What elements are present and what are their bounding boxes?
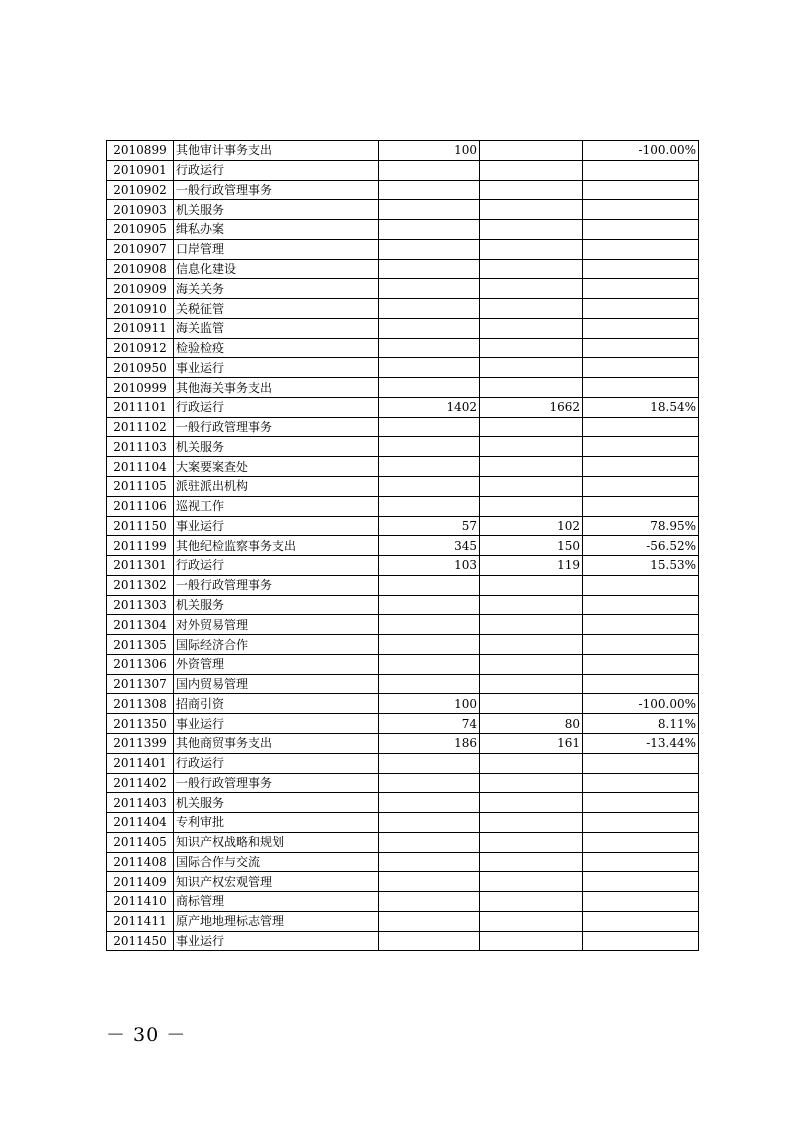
table-row (107, 338, 699, 358)
row-value2-cell (480, 358, 583, 378)
row-change-percent-cell: 15.53% (583, 556, 699, 576)
row-name-cell: 行政运行 (174, 397, 379, 417)
row-name-cell: 行政运行 (174, 160, 379, 180)
table-row (107, 200, 699, 220)
table-row (107, 141, 699, 161)
row-value1-cell (379, 318, 480, 338)
row-change-percent-cell (583, 318, 699, 338)
row-name-cell: 一般行政管理事务 (174, 417, 379, 437)
row-name-cell: 对外贸易管理 (174, 615, 379, 635)
table-row (107, 674, 699, 694)
row-name-cell: 一般行政管理事务 (174, 180, 379, 200)
row-value1-cell (379, 477, 480, 497)
row-value2-cell (480, 477, 583, 497)
row-code-cell: 2011199 (107, 536, 174, 556)
row-code-cell: 2010902 (107, 180, 174, 200)
row-name-cell: 关税征管 (174, 299, 379, 319)
row-code-cell: 2011301 (107, 556, 174, 576)
row-change-percent-cell (583, 773, 699, 793)
row-value2-cell (480, 813, 583, 833)
row-code-cell: 2010901 (107, 160, 174, 180)
row-code-cell: 2011405 (107, 832, 174, 852)
row-value1-cell: 100 (379, 694, 480, 714)
row-value2-cell (480, 220, 583, 240)
row-value2-cell (480, 141, 583, 161)
table-row (107, 496, 699, 516)
table-row (107, 832, 699, 852)
row-name-cell: 机关服务 (174, 793, 379, 813)
row-value1-cell (379, 753, 480, 773)
row-name-cell: 商标管理 (174, 892, 379, 912)
row-value2-cell (480, 635, 583, 655)
row-change-percent-cell (583, 279, 699, 299)
row-code-cell: 2010909 (107, 279, 174, 299)
row-value1-cell (379, 892, 480, 912)
table-row (107, 773, 699, 793)
row-value2-cell (480, 239, 583, 259)
row-code-cell: 2011401 (107, 753, 174, 773)
row-value2-cell (480, 911, 583, 931)
row-value1-cell (379, 635, 480, 655)
row-value1-cell (379, 674, 480, 694)
row-change-percent-cell (583, 358, 699, 378)
row-code-cell: 2010905 (107, 220, 174, 240)
row-code-cell: 2010907 (107, 239, 174, 259)
row-code-cell: 2011410 (107, 892, 174, 912)
table-row (107, 516, 699, 536)
row-value1-cell (379, 299, 480, 319)
row-change-percent-cell (583, 259, 699, 279)
row-value2-cell (480, 338, 583, 358)
row-name-cell: 国内贸易管理 (174, 674, 379, 694)
table-row (107, 753, 699, 773)
row-value1-cell: 345 (379, 536, 480, 556)
table-row (107, 180, 699, 200)
row-name-cell: 机关服务 (174, 200, 379, 220)
row-code-cell: 2011305 (107, 635, 174, 655)
row-code-cell: 2011411 (107, 911, 174, 931)
table-row (107, 279, 699, 299)
table-row (107, 654, 699, 674)
row-code-cell: 2011399 (107, 733, 174, 753)
row-value2-cell: 150 (480, 536, 583, 556)
row-value1-cell (379, 200, 480, 220)
row-value1-cell (379, 279, 480, 299)
row-code-cell: 2011102 (107, 417, 174, 437)
row-code-cell: 2010899 (107, 141, 174, 161)
row-code-cell: 2010903 (107, 200, 174, 220)
row-code-cell: 2011302 (107, 575, 174, 595)
row-value2-cell (480, 279, 583, 299)
row-value1-cell: 186 (379, 733, 480, 753)
row-change-percent-cell (583, 457, 699, 477)
row-value1-cell (379, 496, 480, 516)
row-code-cell: 2011106 (107, 496, 174, 516)
row-name-cell: 其他海关事务支出 (174, 378, 379, 398)
table-row (107, 477, 699, 497)
table-row (107, 437, 699, 457)
row-value1-cell (379, 457, 480, 477)
row-code-cell: 2010911 (107, 318, 174, 338)
table-row (107, 733, 699, 753)
row-name-cell: 检验检疫 (174, 338, 379, 358)
row-value2-cell (480, 753, 583, 773)
table-row (107, 160, 699, 180)
row-value1-cell (379, 575, 480, 595)
row-code-cell: 2010999 (107, 378, 174, 398)
row-name-cell: 国际经济合作 (174, 635, 379, 655)
row-name-cell: 一般行政管理事务 (174, 575, 379, 595)
row-change-percent-cell (583, 852, 699, 872)
row-name-cell: 知识产权宏观管理 (174, 872, 379, 892)
page-number: － 30 － (106, 1024, 187, 1046)
budget-table-body (107, 141, 699, 951)
row-value2-cell: 80 (480, 714, 583, 734)
row-code-cell: 2011304 (107, 615, 174, 635)
row-value1-cell: 103 (379, 556, 480, 576)
row-value1-cell (379, 911, 480, 931)
row-value1-cell: 57 (379, 516, 480, 536)
row-name-cell: 派驻派出机构 (174, 477, 379, 497)
table-row (107, 595, 699, 615)
row-value2-cell (480, 654, 583, 674)
row-value1-cell (379, 872, 480, 892)
row-change-percent-cell: -13.44% (583, 733, 699, 753)
table-row (107, 220, 699, 240)
row-value2-cell: 119 (480, 556, 583, 576)
row-value2-cell (480, 773, 583, 793)
table-row (107, 694, 699, 714)
row-code-cell: 2011409 (107, 872, 174, 892)
row-change-percent-cell (583, 872, 699, 892)
row-value1-cell (379, 595, 480, 615)
row-change-percent-cell (583, 417, 699, 437)
table-row (107, 714, 699, 734)
table-row (107, 397, 699, 417)
row-name-cell: 其他审计事务支出 (174, 141, 379, 161)
row-value2-cell (480, 872, 583, 892)
row-code-cell: 2011450 (107, 931, 174, 951)
row-change-percent-cell (583, 200, 699, 220)
row-value2-cell (480, 378, 583, 398)
row-change-percent-cell (583, 793, 699, 813)
row-change-percent-cell: 78.95% (583, 516, 699, 536)
table-row (107, 852, 699, 872)
row-value1-cell (379, 615, 480, 635)
row-value2-cell (480, 793, 583, 813)
row-value2-cell (480, 496, 583, 516)
row-name-cell: 外资管理 (174, 654, 379, 674)
table-row (107, 239, 699, 259)
row-change-percent-cell (583, 615, 699, 635)
row-code-cell: 2010950 (107, 358, 174, 378)
table-row (107, 417, 699, 437)
row-value2-cell (480, 180, 583, 200)
row-code-cell: 2011303 (107, 595, 174, 615)
row-change-percent-cell (583, 477, 699, 497)
row-code-cell: 2011306 (107, 654, 174, 674)
table-row (107, 536, 699, 556)
row-code-cell: 2011408 (107, 852, 174, 872)
row-value2-cell (480, 892, 583, 912)
row-value2-cell (480, 417, 583, 437)
row-change-percent-cell: -56.52% (583, 536, 699, 556)
row-name-cell: 行政运行 (174, 556, 379, 576)
row-value1-cell (379, 654, 480, 674)
row-name-cell: 其他纪检监察事务支出 (174, 536, 379, 556)
row-value1-cell (379, 180, 480, 200)
table-row (107, 911, 699, 931)
row-change-percent-cell: 18.54% (583, 397, 699, 417)
row-value1-cell (379, 773, 480, 793)
row-value1-cell (379, 417, 480, 437)
row-value2-cell (480, 615, 583, 635)
row-code-cell: 2011150 (107, 516, 174, 536)
budget-table (106, 140, 699, 951)
table-row (107, 378, 699, 398)
row-value1-cell: 1402 (379, 397, 480, 417)
row-value2-cell (480, 318, 583, 338)
row-value1-cell (379, 852, 480, 872)
row-value1-cell (379, 378, 480, 398)
table-row (107, 358, 699, 378)
row-value1-cell (379, 793, 480, 813)
row-name-cell: 缉私办案 (174, 220, 379, 240)
table-row (107, 615, 699, 635)
row-change-percent-cell (583, 160, 699, 180)
row-change-percent-cell (583, 892, 699, 912)
row-value2-cell: 161 (480, 733, 583, 753)
table-row (107, 318, 699, 338)
table-row (107, 793, 699, 813)
row-change-percent-cell (583, 674, 699, 694)
row-change-percent-cell (583, 832, 699, 852)
row-name-cell: 事业运行 (174, 358, 379, 378)
row-value2-cell (480, 852, 583, 872)
row-code-cell: 2011307 (107, 674, 174, 694)
row-change-percent-cell (583, 753, 699, 773)
row-value2-cell (480, 299, 583, 319)
table-row (107, 813, 699, 833)
row-change-percent-cell (583, 180, 699, 200)
row-name-cell: 海关监管 (174, 318, 379, 338)
row-value1-cell (379, 160, 480, 180)
row-value1-cell (379, 239, 480, 259)
row-name-cell: 一般行政管理事务 (174, 773, 379, 793)
row-change-percent-cell: -100.00% (583, 694, 699, 714)
row-name-cell: 巡视工作 (174, 496, 379, 516)
row-code-cell: 2011101 (107, 397, 174, 417)
row-change-percent-cell (583, 378, 699, 398)
row-value2-cell (480, 259, 583, 279)
row-name-cell: 招商引资 (174, 694, 379, 714)
table-row (107, 892, 699, 912)
row-value2-cell (480, 674, 583, 694)
row-code-cell: 2011105 (107, 477, 174, 497)
row-change-percent-cell (583, 575, 699, 595)
row-value1-cell (379, 220, 480, 240)
row-code-cell: 2011402 (107, 773, 174, 793)
row-change-percent-cell (583, 220, 699, 240)
row-name-cell: 事业运行 (174, 931, 379, 951)
table-row (107, 259, 699, 279)
table-row (107, 457, 699, 477)
row-name-cell: 信息化建设 (174, 259, 379, 279)
row-name-cell: 原产地地理标志管理 (174, 911, 379, 931)
row-value1-cell: 74 (379, 714, 480, 734)
row-value1-cell (379, 338, 480, 358)
row-name-cell: 机关服务 (174, 595, 379, 615)
row-change-percent-cell: 8.11% (583, 714, 699, 734)
row-name-cell: 海关关务 (174, 279, 379, 299)
row-value1-cell (379, 259, 480, 279)
row-name-cell: 事业运行 (174, 714, 379, 734)
row-value1-cell (379, 358, 480, 378)
row-change-percent-cell (583, 299, 699, 319)
row-code-cell: 2011104 (107, 457, 174, 477)
row-change-percent-cell (583, 437, 699, 457)
table-row (107, 299, 699, 319)
row-code-cell: 2010908 (107, 259, 174, 279)
row-name-cell: 行政运行 (174, 753, 379, 773)
row-change-percent-cell (583, 931, 699, 951)
row-value1-cell (379, 813, 480, 833)
row-value2-cell (480, 457, 583, 477)
row-change-percent-cell (583, 635, 699, 655)
row-name-cell: 大案要案查处 (174, 457, 379, 477)
row-value2-cell (480, 931, 583, 951)
row-value1-cell (379, 931, 480, 951)
table-row (107, 635, 699, 655)
row-code-cell: 2010910 (107, 299, 174, 319)
row-name-cell: 口岸管理 (174, 239, 379, 259)
row-change-percent-cell (583, 813, 699, 833)
row-name-cell: 知识产权战略和规划 (174, 832, 379, 852)
table-row (107, 872, 699, 892)
row-value2-cell (480, 575, 583, 595)
table-row (107, 931, 699, 951)
row-change-percent-cell (583, 496, 699, 516)
row-value1-cell: 100 (379, 141, 480, 161)
row-name-cell: 国际合作与交流 (174, 852, 379, 872)
row-name-cell: 其他商贸事务支出 (174, 733, 379, 753)
row-value2-cell (480, 832, 583, 852)
row-value1-cell (379, 832, 480, 852)
row-code-cell: 2011403 (107, 793, 174, 813)
row-value2-cell: 102 (480, 516, 583, 536)
row-value1-cell (379, 437, 480, 457)
row-change-percent-cell (583, 338, 699, 358)
row-code-cell: 2011404 (107, 813, 174, 833)
row-code-cell: 2011308 (107, 694, 174, 714)
row-value2-cell: 1662 (480, 397, 583, 417)
row-change-percent-cell (583, 654, 699, 674)
row-value2-cell (480, 200, 583, 220)
row-code-cell: 2011103 (107, 437, 174, 457)
table-row (107, 575, 699, 595)
row-code-cell: 2011350 (107, 714, 174, 734)
row-change-percent-cell: -100.00% (583, 141, 699, 161)
row-change-percent-cell (583, 595, 699, 615)
row-change-percent-cell (583, 239, 699, 259)
row-value2-cell (480, 694, 583, 714)
row-name-cell: 机关服务 (174, 437, 379, 457)
row-value2-cell (480, 437, 583, 457)
row-name-cell: 专利审批 (174, 813, 379, 833)
row-name-cell: 事业运行 (174, 516, 379, 536)
row-value2-cell (480, 595, 583, 615)
table-row (107, 556, 699, 576)
row-change-percent-cell (583, 911, 699, 931)
row-value2-cell (480, 160, 583, 180)
row-code-cell: 2010912 (107, 338, 174, 358)
